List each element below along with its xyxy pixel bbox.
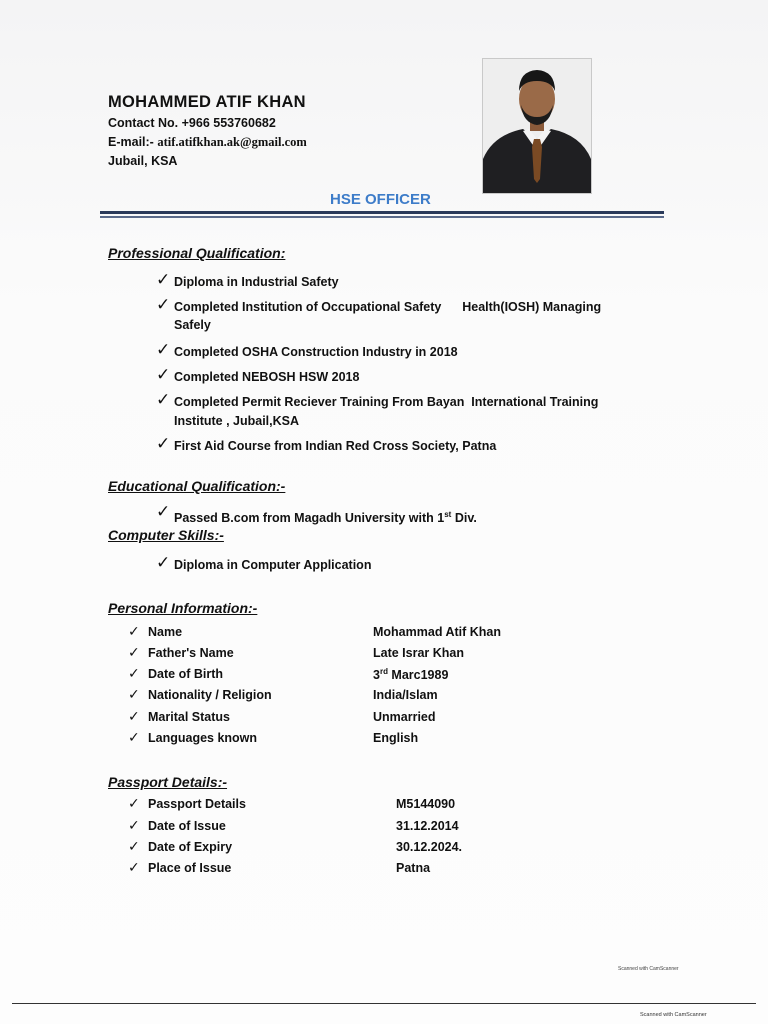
list-item: ✓ Diploma in Computer Application <box>156 553 372 572</box>
list-item: ✓ Passed B.com from Magadh University with 1st Div. <box>156 502 477 526</box>
section-title-passport: Passport Details:- <box>108 774 228 790</box>
scanner-footer: Scanned with CamScanner <box>640 1012 707 1018</box>
email-line <box>108 135 307 150</box>
info-row <box>128 861 588 881</box>
info-label: Marital Status <box>148 710 230 724</box>
check-mark-icon: ✓ <box>156 270 171 289</box>
info-row <box>128 688 588 708</box>
info-value: Unmarried <box>373 710 436 724</box>
list-item: ✓ Completed NEBOSH HSW 2018 <box>156 365 360 384</box>
info-row <box>128 731 588 751</box>
check-mark-icon: ✓ <box>156 390 171 409</box>
info-value: M5144090 <box>396 797 456 811</box>
info-label: Place of Issue <box>148 861 232 875</box>
check-mark-icon: ✓ <box>128 817 140 833</box>
info-label: Name <box>148 625 183 639</box>
contact-label: Contact No. <box>108 116 179 130</box>
info-value: 31.12.2014 <box>396 819 459 833</box>
check-mark-icon: ✓ <box>128 859 140 875</box>
info-row <box>128 840 588 860</box>
info-value: Mohammad Atif Khan <box>373 625 502 639</box>
info-row <box>128 646 588 666</box>
info-label: Date of Issue <box>148 819 226 833</box>
list-item-continuation: Safely <box>174 318 211 332</box>
page-bottom-edge <box>12 1003 756 1004</box>
section-title-education: Educational Qualification:- <box>108 478 286 494</box>
info-row <box>128 667 588 687</box>
candidate-name: MOHAMMED ATIF KHAN <box>108 93 306 111</box>
check-mark-icon: ✓ <box>156 434 171 453</box>
check-mark-icon: ✓ <box>156 502 171 521</box>
info-row <box>128 710 588 730</box>
location: Jubail, KSA <box>108 154 178 168</box>
info-value: English <box>373 731 419 745</box>
info-value: Late Israr Khan <box>373 646 465 660</box>
info-label: Nationality / Religion <box>148 688 272 702</box>
list-item-continuation: Institute , Jubail,KSA <box>174 414 300 428</box>
check-mark-icon: ✓ <box>128 644 140 660</box>
info-value: 3rd Marc1989 <box>373 667 449 683</box>
profile-photo <box>482 58 592 194</box>
info-row <box>128 797 588 817</box>
scanner-watermark: Scanned with CamScanner <box>618 966 679 972</box>
check-mark-icon: ✓ <box>156 340 171 359</box>
section-title-computer: Computer Skills:- <box>108 527 224 543</box>
info-label: Father's Name <box>148 646 234 660</box>
section-title-personal: Personal Information:- <box>108 600 258 616</box>
email-label: E-mail:- <box>108 135 154 149</box>
info-row <box>128 819 588 839</box>
check-mark-icon: ✓ <box>156 365 171 384</box>
info-value: Patna <box>396 861 431 875</box>
list-item: ✓ Diploma in Industrial Safety <box>156 270 339 289</box>
check-mark-icon: ✓ <box>156 295 171 314</box>
header-divider <box>100 211 664 214</box>
list-item: ✓ Completed Permit Reciever Training From Bayan International Training <box>156 390 599 409</box>
check-mark-icon: ✓ <box>128 838 140 854</box>
list-item: ✓ Completed Institution of Occupational Safety Health(IOSH) Managing <box>156 295 602 314</box>
info-label: Date of Birth <box>148 667 223 681</box>
info-label: Passport Details <box>148 797 246 811</box>
email-address: atif.atifkhan.ak@gmail.com <box>157 135 307 149</box>
check-mark-icon: ✓ <box>128 795 140 811</box>
check-mark-icon: ✓ <box>128 665 140 681</box>
info-label: Date of Expiry <box>148 840 233 854</box>
info-value: 30.12.2024. <box>396 840 463 854</box>
check-mark-icon: ✓ <box>156 553 171 572</box>
section-title-professional: Professional Qualification: <box>108 245 286 261</box>
check-mark-icon: ✓ <box>128 729 140 745</box>
job-title: HSE OFFICER <box>330 191 431 208</box>
check-mark-icon: ✓ <box>128 623 140 639</box>
check-mark-icon: ✓ <box>128 686 140 702</box>
header-divider-secondary <box>100 216 664 218</box>
contact-value: +966 553760682 <box>181 116 276 130</box>
list-item: ✓ First Aid Course from Indian Red Cross Society, Patna <box>156 434 497 453</box>
list-item: ✓ Completed OSHA Construction Industry in 2018 <box>156 340 458 359</box>
portrait-image <box>483 59 591 193</box>
info-value: India/Islam <box>373 688 438 702</box>
check-mark-icon: ✓ <box>128 708 140 724</box>
info-label: Languages known <box>148 731 258 745</box>
info-row <box>128 625 588 645</box>
contact-line <box>108 116 276 130</box>
